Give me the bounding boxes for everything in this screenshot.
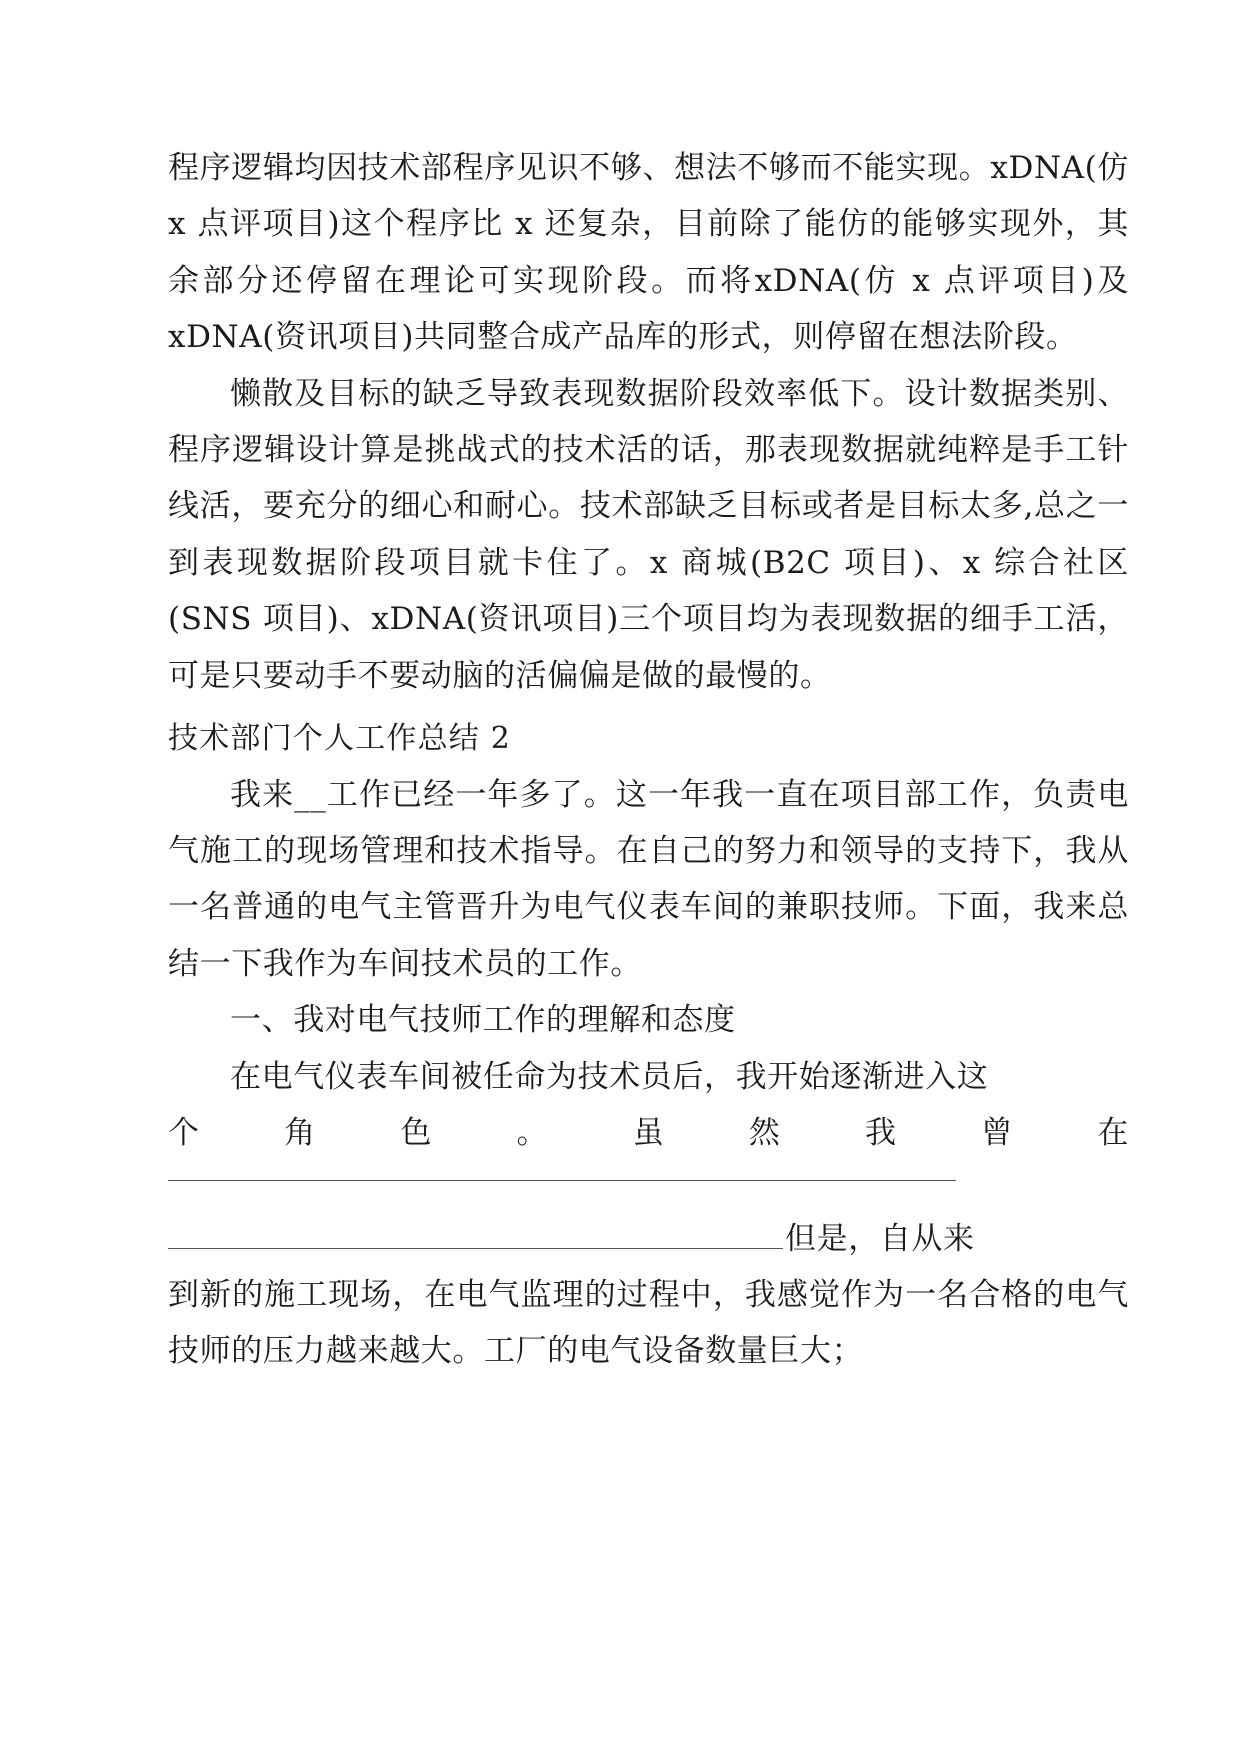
paragraph-final: 到新的施工现场，在电气监理的过程中，我感觉作为一名合格的电气技师的压力越来越大。工厂的电气设备数量巨大； bbox=[168, 1276, 1129, 1370]
section-heading-2: 技术部门个人工作总结 2 bbox=[168, 721, 512, 757]
paragraph-after-blank-row bbox=[168, 1211, 1129, 1267]
blank-fill-rule-first bbox=[168, 1180, 956, 1181]
document-body bbox=[168, 140, 1129, 1380]
blank-fill-rule-second bbox=[168, 1218, 783, 1248]
paragraph-spread-line: 个 角 色 。 虽 然 我 曾 在 bbox=[168, 1115, 1129, 1152]
paragraph-appointed: 在电气仪表车间被任命为技术员后，我开始逐渐进入这 bbox=[230, 1058, 989, 1095]
paragraph-one-year: 我来__工作已经一年多了。这一年我一直在项目部工作，负责电气施工的现场管理和技术指导。在自己的努力和领导的支持下，我从一名普通的电气主管晋升为电气仪表车间的兼职技师。下面，我来总结一下我作为车间技术员的工作。 bbox=[168, 776, 1129, 982]
paragraph-after-blank: 但是，自从来 bbox=[785, 1220, 975, 1257]
paragraph-laziness-goals: 懒散及目标的缺乏导致表现数据阶段效率低下。设计数据类别、程序逻辑设计算是挑战式的技术活的话，那表现数据就纯粹是手工针线活，要充分的细心和耐心。技术部缺乏目标或者是目标太多,总之一到表现数据阶段项目就卡住了。x 商城(B2C 项目)、x 综合社区(SNS 项目)、xDNA(资讯项目)三个项目均为表现数据的细手工活，可是只要动手不要动脑的活偏偏是做的最慢的。 bbox=[168, 375, 1129, 694]
paragraph-subheading-one: 一、我对电气技师工作的理解和态度 bbox=[230, 1002, 736, 1039]
paragraph-xdna-logic: 程序逻辑均因技术部程序见识不够、想法不够而不能实现。xDNA(仿 x 点评项目)这个程序比 x 还复杂，目前除了能仿的能够实现外，其余部分还停留在理论可实现阶段。而将xDNA(仿 x 点评项目)及 xDNA(资讯项目)共同整合成产品库的形式，则停留在想法阶段。 bbox=[168, 150, 1130, 356]
